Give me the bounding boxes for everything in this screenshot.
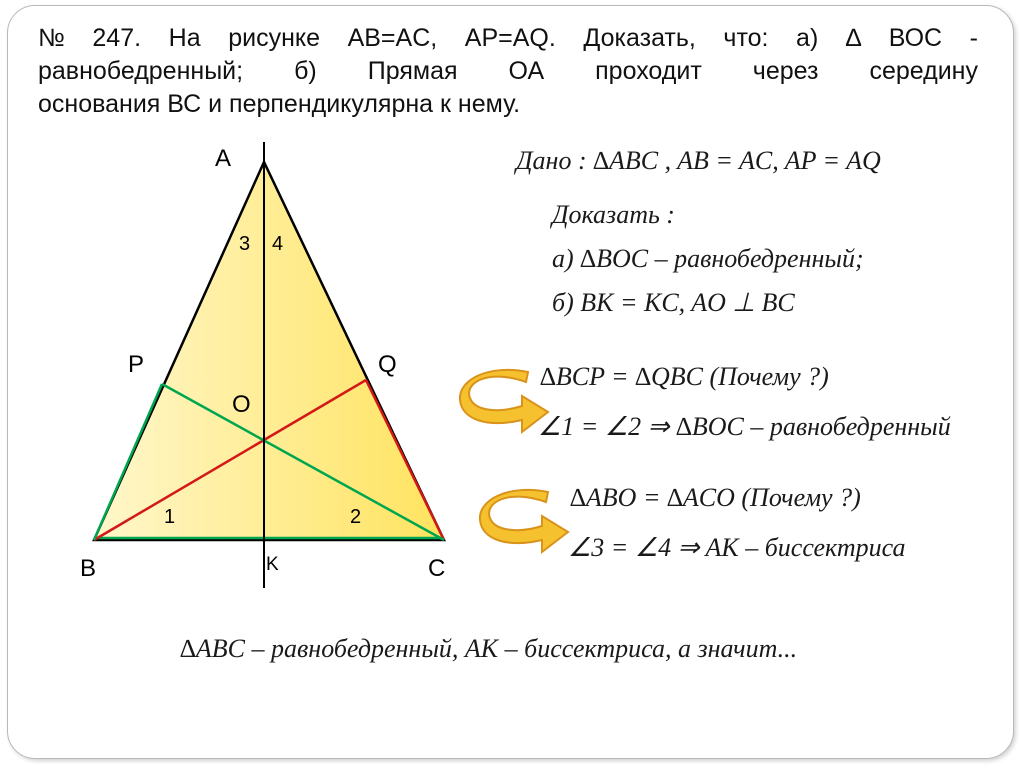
problem-word: ВОС [888,24,943,52]
problem-word: что: [723,24,769,52]
vertex-label-q: Q [378,351,397,378]
step1-equality: ∆BCP = ∆QBC (Почему ?) [540,362,829,391]
final-statement: ∆ABC – равнобедренный, AK – биссектриса, а значит... [180,634,798,663]
prove-part-b: б) BK = KC, AO ⊥ BC [552,288,795,317]
curved-arrow-icon [460,370,548,432]
problem-word: ∆ [845,24,862,52]
problem-word: б) [294,57,317,85]
problem-word: - [969,24,978,52]
vertex-label-a: A [215,145,232,172]
angle-label-1: 1 [164,506,176,528]
given-statement: Дано : ∆ABC , AB = AC, AP = AQ [516,146,881,175]
problem-word: равнобедренный; [38,57,244,85]
vertex-label-p: P [128,351,145,378]
problem-word: На [168,24,201,52]
problem-word: Доказать, [583,24,696,52]
problem-word: AB=AC, [347,24,438,52]
problem-word: ОА [508,57,545,85]
step2-conclusion: ∠3 = ∠4 ⇒ AK – биссектриса [568,533,906,562]
vertex-label-o: O [232,391,251,418]
angle-label-4: 4 [272,233,284,255]
problem-word: а) [796,24,819,52]
problem-word: № [38,24,65,52]
problem-word: Прямая [367,57,458,85]
problem-word: середину [869,57,978,85]
problem-word: основания ВС и перпендикулярна к нему. [38,90,521,118]
step1-conclusion: ∠1 = ∠2 ⇒ ∆BOC – равнобедренный [538,412,951,441]
vertex-label-b: B [80,555,97,582]
problem-word: 247. [92,24,142,52]
angle-label-3: 3 [239,233,251,255]
step2-equality: ∆ABO = ∆ACO (Почему ?) [570,483,861,512]
problem-word: через [752,57,819,85]
prove-heading: Доказать : [552,200,675,229]
problem-word: AP=AQ. [464,24,556,52]
prove-part-a: а) ∆BOC – равнобедренный; [552,244,864,273]
angle-label-2: 2 [350,506,362,528]
curved-arrow-icon [480,490,568,552]
vertex-label-k: K [266,554,279,575]
problem-word: проходит [595,57,702,85]
vertex-label-c: C [428,555,446,582]
problem-word: рисунке [228,24,320,52]
